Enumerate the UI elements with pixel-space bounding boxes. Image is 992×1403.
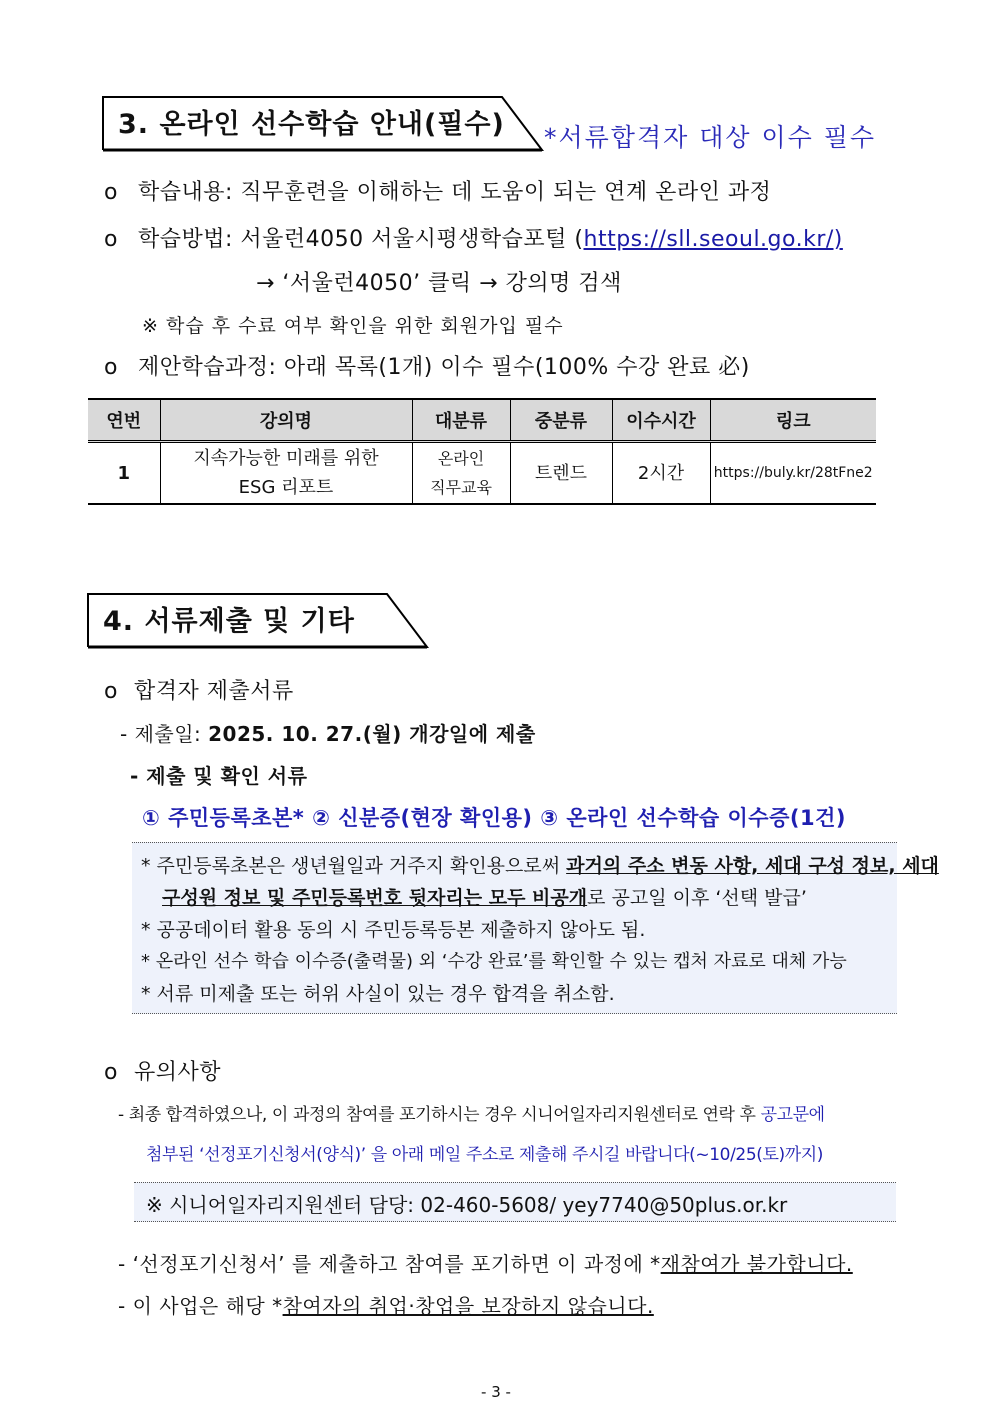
bullet-learning-content <box>104 175 771 206</box>
caution-deadline: (~10/25(토)까지) <box>689 1145 824 1165</box>
caution-text-1: - 최종 합격하였으나, 이 과정의 참여를 포기하시는 경우 시니어일자리지원센터로 연락 후 <box>118 1105 761 1125</box>
bullet-mark: o <box>104 180 118 205</box>
cell-minor: 트렌드 <box>510 442 612 505</box>
bullet-mark: o <box>104 679 118 704</box>
membership-note: ※ 학습 후 수료 여부 확인을 위한 회원가입 필수 <box>142 315 564 337</box>
bullet-mark: o <box>104 227 118 252</box>
submit-date: 2025. 10. 27.(월) 개강일에 제출 <box>208 722 536 746</box>
caution-line1 <box>118 1100 825 1125</box>
note-1-line2 <box>162 883 807 910</box>
submit-date-line <box>120 718 536 747</box>
note-4: * 서류 미제출 또는 허위 사실이 있는 경우 합격을 취소함. <box>141 983 615 1005</box>
col-hours: 이수시간 <box>612 399 710 442</box>
note-1-emphasis-2: 구성원 정보 및 주민등록번호 뒷자리는 모두 비공개 <box>162 887 588 909</box>
bullet-proposed-course <box>104 350 750 381</box>
caution-blue-1: 공고문에 <box>760 1105 825 1125</box>
submit-date-label: - 제출일: <box>120 722 209 746</box>
col-major: 대분류 <box>412 399 510 442</box>
col-title: 강의명 <box>160 399 412 442</box>
caution-underline-4: 참여자의 취업·창업을 보장하지 않습니다. <box>282 1294 654 1318</box>
learning-method-text: 학습방법: 서울런4050 서울시평생학습포털 ( <box>138 227 584 252</box>
caution-line4 <box>118 1290 654 1319</box>
bullet-learning-method <box>104 222 843 253</box>
note-1-emphasis: 과거의 주소 변동 사항, 세대 구성 정보, 세대 <box>566 855 939 877</box>
major-line2: 직무교육 <box>430 478 492 497</box>
caution-blue-2: 첨부된 ‘선정포기신청서(양식)’ 을 아래 메일 주소로 제출해 주시길 바랍니다 <box>146 1145 690 1165</box>
caution-text-3: - ‘선정포기신청서’ 를 제출하고 참여를 포기하면 이 과정에 * <box>118 1252 661 1276</box>
proposed-course-text: 제안학습과정: 아래 목록(1개) 이수 필수(100% 수강 완료 必) <box>138 355 750 380</box>
confirm-docs-head: - 제출 및 확인 서류 <box>130 764 308 788</box>
section4-title: 4. 서류제출 및 기타 <box>103 606 355 637</box>
section3-header <box>102 96 544 148</box>
learning-content-text: 학습내용: 직무훈련을 이해하는 데 도움이 되는 연계 온라인 과정 <box>138 180 772 205</box>
caution-underline-3: 재참여가 불가합니다. <box>660 1252 853 1276</box>
cell-no: 1 <box>88 442 160 505</box>
section3-title: 3. 온라인 선수학습 안내(필수) <box>118 109 505 140</box>
bullet-mark: o <box>104 1060 118 1085</box>
note-3: * 온라인 선수 학습 이수증(출력물) 외 ‘수강 완료’를 확인할 수 있는 캡처 자료로 대체 가능 <box>141 951 847 972</box>
cell-link[interactable]: https://buly.kr/28tFne2 <box>710 442 876 505</box>
course-table <box>88 398 876 505</box>
major-line1: 온라인 <box>437 449 485 468</box>
note-1-tail: 로 공고일 이후 ‘선택 발급’ <box>587 887 807 909</box>
table-header-row <box>88 399 876 442</box>
learning-method-steps: → ‘서울런4050’ 클릭 → 강의명 검색 <box>256 271 622 296</box>
bullet-caution <box>104 1055 221 1086</box>
bullet-submit-docs <box>104 674 294 705</box>
caution-line2 <box>146 1140 823 1165</box>
note-2: * 공공데이터 활용 동의 시 주민등록등본 제출하지 않아도 됨. <box>141 919 646 941</box>
caution-head: 유의사항 <box>134 1060 222 1085</box>
bullet-mark: o <box>104 355 118 380</box>
section4-header <box>87 593 429 645</box>
caution-text-4: - 이 사업은 해당 * <box>118 1294 283 1318</box>
page-number: - 3 - <box>481 1383 511 1401</box>
title-line2: ESG 리포트 <box>238 477 334 498</box>
col-link: 링크 <box>710 399 876 442</box>
cell-major <box>412 442 510 505</box>
submit-docs-head: 합격자 제출서류 <box>134 679 294 704</box>
contact-info: ※ 시니어일자리지원센터 담당: 02-460-5608/ yey7740@50plus.or.kr <box>146 1193 788 1217</box>
note-1-text: * 주민등록초본은 생년월일과 거주지 확인용으로써 <box>141 855 567 877</box>
caution-line3 <box>118 1248 853 1277</box>
table-row <box>88 442 876 505</box>
title-line1: 지속가능한 미래를 위한 <box>193 448 379 469</box>
note-1-line1 <box>141 851 939 878</box>
section3-subnote: *서류합격자 대상 이수 필수 <box>544 123 876 152</box>
sll-portal-link[interactable]: https://sll.seoul.go.kr/) <box>583 227 843 252</box>
doc-list: ① 주민등록초본* ② 신분증(현장 확인용) ③ 온라인 선수학습 이수증(1건) <box>142 806 846 830</box>
col-minor: 중분류 <box>510 399 612 442</box>
cell-title <box>160 442 412 505</box>
col-no: 연번 <box>88 399 160 442</box>
cell-hours: 2시간 <box>612 442 710 505</box>
